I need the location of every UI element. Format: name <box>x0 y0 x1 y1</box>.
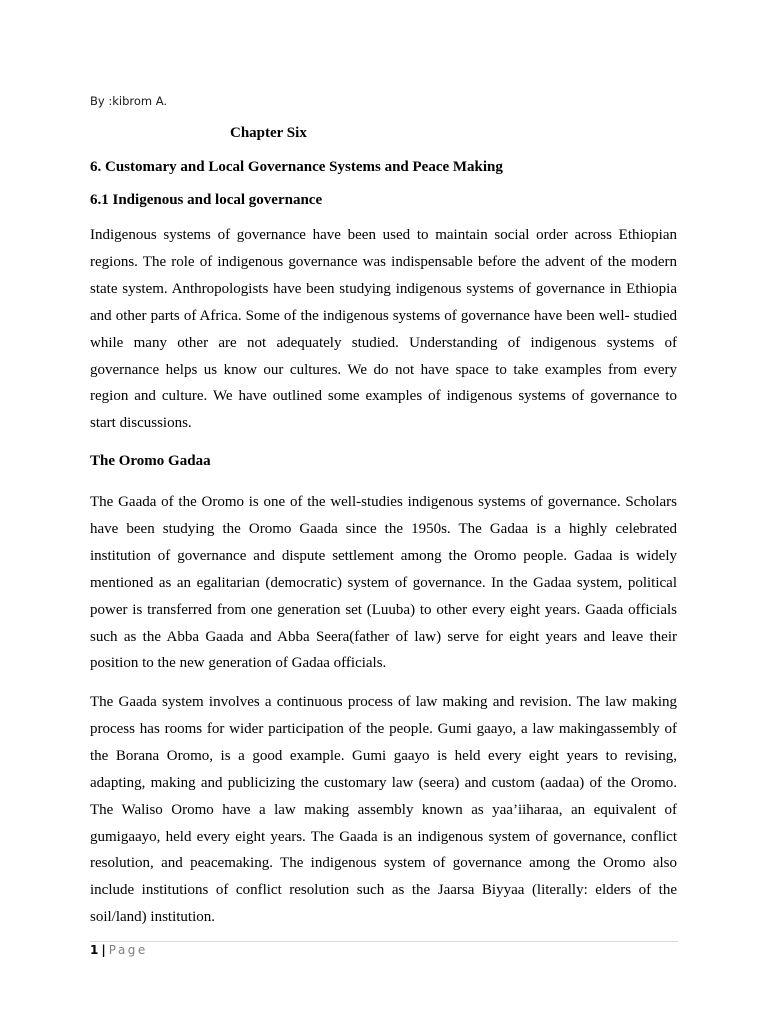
author-line: By :kibrom A. <box>90 94 168 108</box>
section-heading: 6. Customary and Local Governance Systems and Peace Making <box>90 159 503 175</box>
gadaa-paragraph-2: The Gaada system involves a continuous process of law making and revision. The law making process has rooms for wider participation of the people. Gumi gaayo, a law makingassembly of the Borana Oromo, is a good example. Gumi gaayo is held every eight years to revising, adapting, making and publicizing the customary law (seera) and custom (aadaa) of the Oromo. The Waliso Oromo have a law making assembly known as yaa’iiharaa, an equivalent of gumigaayo, held every eight years. The Gaada is an indigenous system of governance, conflict resolution, and peacemaking. The indigenous system of governance among the Oromo also include institutions of conflict resolution such as the Jaarsa Biyyaa (literally: elders of the soil/land) institution. <box>90 694 677 926</box>
subsection-heading: 6.1 Indigenous and local governance <box>90 192 323 208</box>
footer-divider <box>90 941 678 942</box>
footer-separator: | <box>101 943 106 957</box>
chapter-title: Chapter Six <box>230 125 307 141</box>
gadaa-paragraph-1: The Gaada of the Oromo is one of the well-studies indigenous systems of governance. Scholars have been studying the Oromo Gaada since the 1950s. The Gadaa is a highly celebrated institution of governance and dispute settlement among the Oromo people. Gadaa is widely mentioned as an egalitarian (democratic) system of governance. In the Gadaa system, political power is transferred from one generation set (Luuba) to other every eight years. Gaada officials such as the Abba Gaada and Abba Seera(father of law) serve for eight years and leave their position to the new generation of Gadaa officials. <box>90 494 677 672</box>
intro-paragraph: Indigenous systems of governance have been used to maintain social order across Ethiopian regions. The role of indigenous governance was indispensable before the advent of the modern state system. Anthropologists have been studying indigenous systems of governance in Ethiopia and other parts of Africa. Some of the indigenous systems of governance have been well- studied while many other are not adequately studied. Understanding of indigenous systems of governance helps us know our cultures. We do not have space to take examples from every region and culture. We have outlined some examples of indigenous systems of governance to start discussions. <box>90 227 677 432</box>
page-number: 1 <box>90 943 99 957</box>
oromo-gadaa-heading: The Oromo Gadaa <box>90 453 211 469</box>
page-label: Page <box>108 943 148 957</box>
page-footer <box>90 943 148 957</box>
